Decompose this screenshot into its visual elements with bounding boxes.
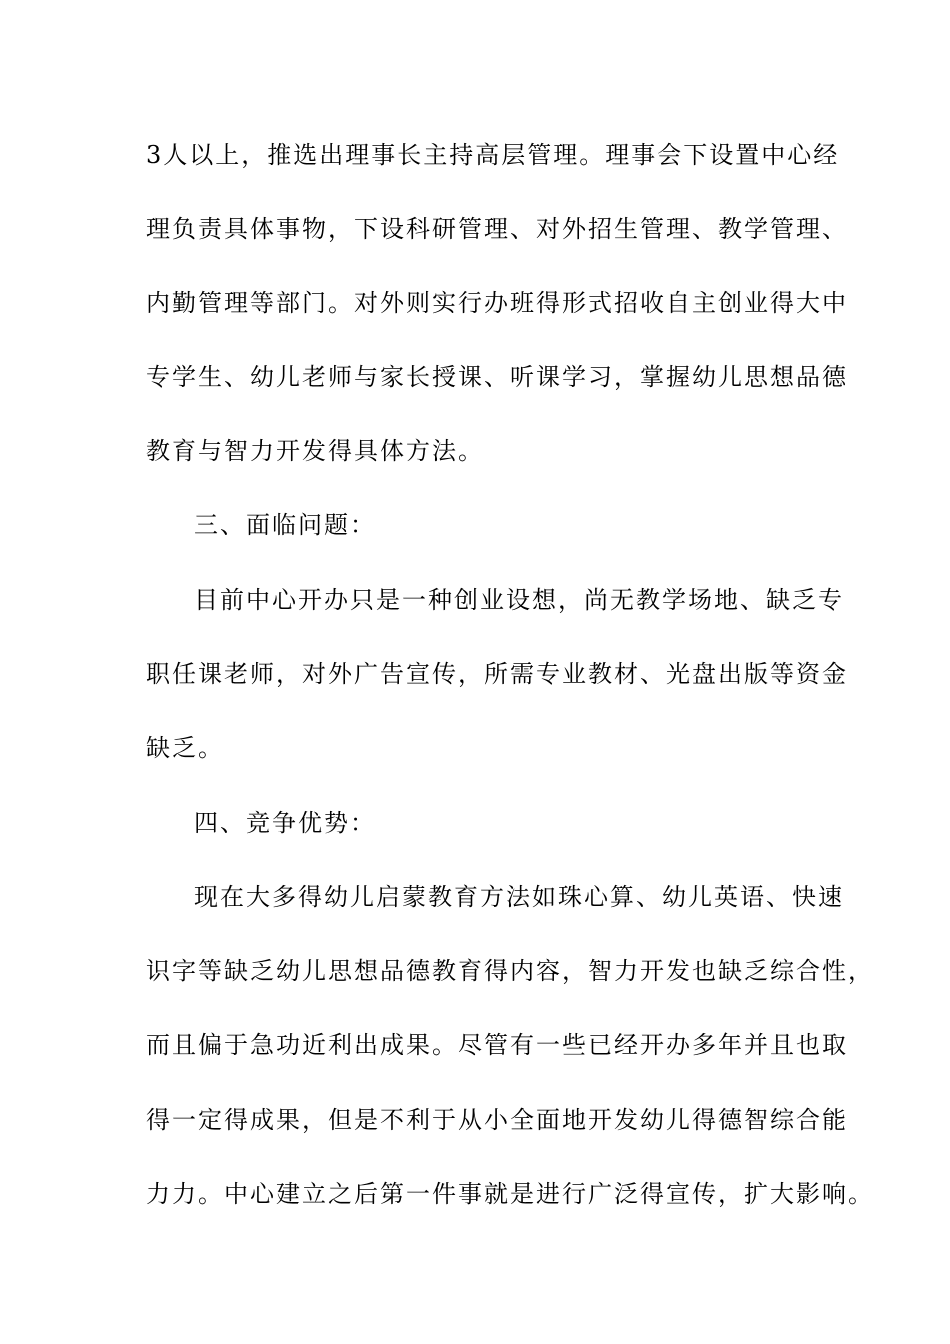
section-heading: 三、面临问题： xyxy=(194,511,376,539)
paragraph-line: 职任课老师，对外广告宣传，所需专业教材、光盘出版等资金 xyxy=(146,660,848,688)
paragraph-line: 识字等缺乏幼儿思想品德教育得内容，智力开发也缺乏综合性， xyxy=(146,957,874,985)
paragraph-line: 得一定得成果，但是不利于从小全面地开发幼儿得德智综合能 xyxy=(146,1106,848,1134)
paragraph-line: 现在大多得幼儿启蒙教育方法如珠心算、幼儿英语、快速 xyxy=(194,883,844,911)
paragraph-line: 教育与智力开发得具体方法。 xyxy=(146,437,484,465)
paragraph-line: 内勤管理等部门。对外则实行办班得形式招收自主创业得大中 xyxy=(146,289,848,317)
paragraph-line: 而且偏于急功近利出成果。尽管有一些已经开办多年并且也取 xyxy=(146,1031,848,1059)
section-heading: 四、竞争优势： xyxy=(194,809,376,837)
paragraph-line: 理负责具体事物，下设科研管理、对外招生管理、教学管理、 xyxy=(146,215,848,243)
paragraph-line: 目前中心开办只是一种创业设想，尚无教学场地、缺乏专 xyxy=(194,586,844,614)
paragraph-line: 3人以上，推选出理事长主持高层管理。理事会下设置中心经 xyxy=(146,141,840,169)
paragraph-line: 缺乏。 xyxy=(146,734,224,762)
paragraph-line: 力力。中心建立之后第一件事就是进行广泛得宣传，扩大影响。 xyxy=(146,1180,874,1208)
paragraph-line: 专学生、幼儿老师与家长授课、听课学习，掌握幼儿思想品德 xyxy=(146,363,848,391)
